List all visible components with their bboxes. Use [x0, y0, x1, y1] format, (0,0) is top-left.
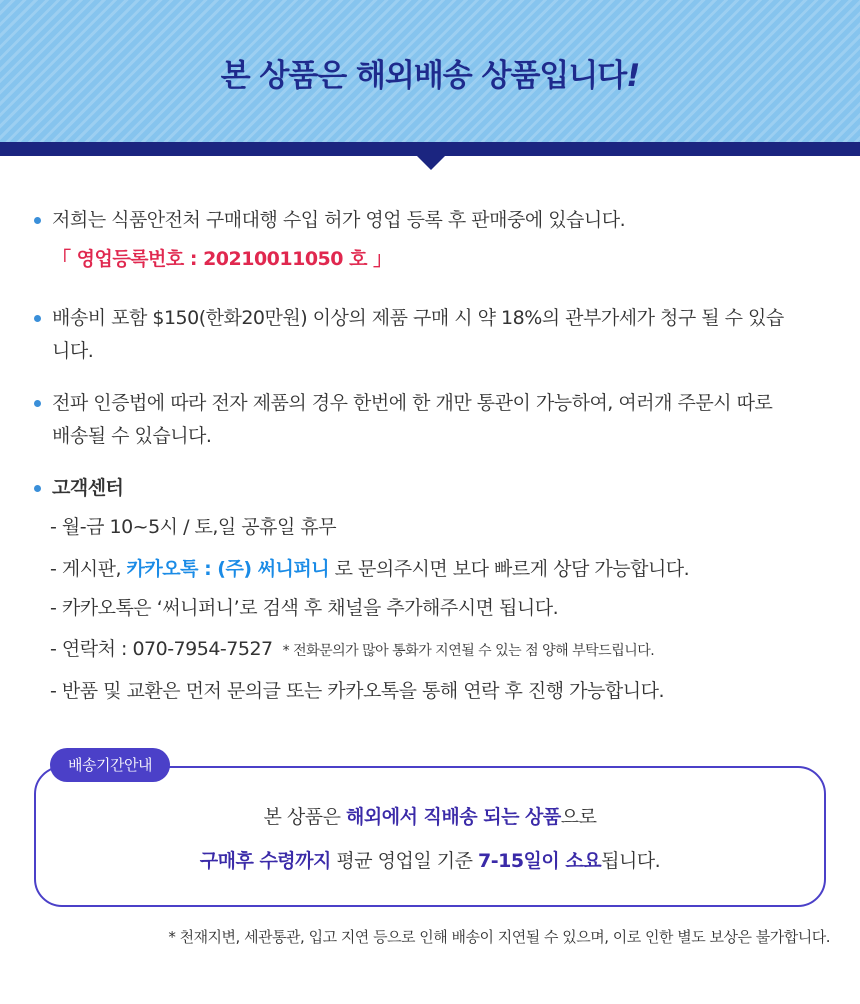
cs-returns: - 반품 및 교환은 먼저 문의글 또는 카카오톡을 통해 연락 후 진행 가능합니다. — [50, 680, 664, 702]
shipping-info-box — [34, 766, 826, 907]
customer-center — [34, 472, 794, 505]
notice-item-3 — [34, 387, 794, 453]
notice-text: 전파 인증법에 따라 전자 제품의 경우 한번에 한 개만 통관이 가능하여, 여러개 주문시 따로 배송될 수 있습니다. — [52, 392, 773, 447]
header-banner — [0, 0, 860, 142]
customer-center-title: 고객센터 — [52, 477, 124, 499]
registration-number: 「 영업등록번호 : 20210011050 호 」 — [52, 248, 392, 270]
kakao-highlight: 카카오톡 : (주) 써니퍼니 — [126, 558, 330, 580]
contact-note: * 전화문의가 많아 통화가 지연될 수 있는 점 양해 부탁드립니다. — [282, 643, 655, 659]
shipping-tag: 배송기간안내 — [50, 748, 170, 782]
shipping-line-1: 본 상품은 해외에서 직배송 되는 상품으로 — [263, 806, 597, 828]
bullet-dot-icon — [34, 217, 41, 224]
notice-text: 배송비 포함 $150(한화20만원) 이상의 제품 구매 시 약 18%의 관부가세가 청구 될 수 있습니다. — [52, 307, 784, 362]
contact-number: - 연락처 : 070-7954-7527 — [50, 638, 273, 660]
bullet-dot-icon — [34, 400, 41, 407]
notice-item-1 — [34, 204, 794, 276]
bullet-dot-icon — [34, 485, 41, 492]
cs-kakao: - 카카오톡은 ‘써니퍼니’로 검색 후 채널을 추가해주시면 됩니다. — [50, 597, 559, 619]
notice-text: 저희는 식품안전처 구매대행 수입 허가 영업 등록 후 판매중에 있습니다. — [52, 209, 626, 231]
banner-title: 본 상품은 해외배송 상품입니다! — [220, 58, 640, 94]
footnote: * 천재지변, 세관통관, 입고 지연 등으로 인해 배송이 지연될 수 있으며, 이로 인한 별도 보상은 불가합니다. — [168, 928, 830, 946]
notice-item-2 — [34, 302, 794, 368]
banner-bar — [0, 142, 860, 156]
banner-exclaim: ! — [626, 58, 640, 94]
cs-contact — [50, 634, 654, 666]
shipping-line-2: 구매후 수령까지 평균 영업일 기준 7-15일이 소요됩니다. — [199, 850, 661, 872]
bullet-dot-icon — [34, 315, 41, 322]
cs-board: - 게시판, 카카오톡 : (주) 써니퍼니 로 문의주시면 보다 빠르게 상담 가능합니다. — [50, 558, 690, 580]
down-arrow-icon — [416, 155, 446, 170]
cs-hours: - 월-금 10~5시 / 토,일 공휴일 휴무 — [50, 516, 337, 538]
